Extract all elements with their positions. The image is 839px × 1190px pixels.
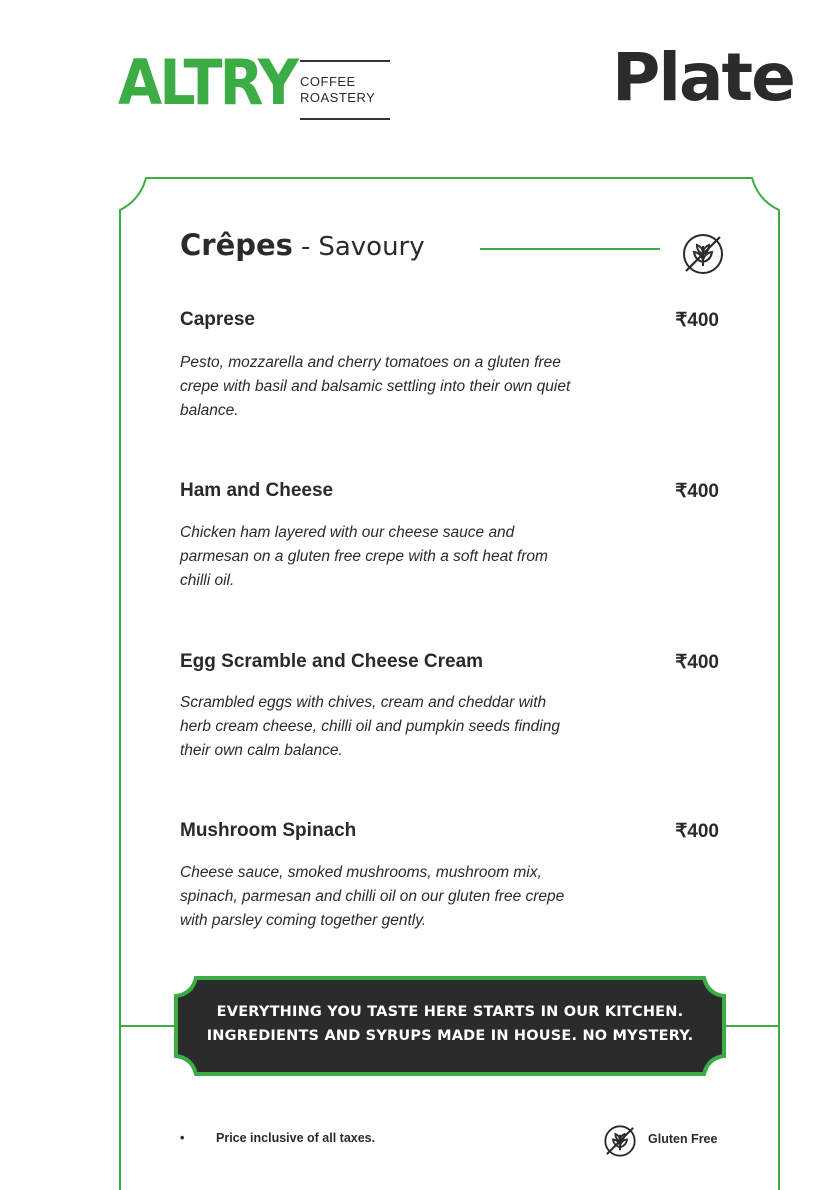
section-title-main: Crêpes xyxy=(180,228,293,262)
section-title-sub: Savoury xyxy=(318,232,425,262)
menu-item-name: Mushroom Spinach xyxy=(180,820,357,841)
menu-item-description: Pesto, mozzarella and cherry tomatoes on a gluten free crepe with basil and balsamic settling into their own quiet balance. xyxy=(180,354,571,419)
menu-item-description: Scrambled eggs with chives, cream and cheddar with herb cream cheese, chilli oil and pumpkin seeds finding their own calm balance. xyxy=(180,694,560,759)
price-note-text: Price inclusive of all taxes. xyxy=(216,1131,376,1145)
gluten-free-label: Gluten Free xyxy=(648,1132,718,1146)
banner-line-2: INGREDIENTS AND SYRUPS MADE IN HOUSE. NO MYSTERY. xyxy=(206,1028,694,1044)
altry-logo: ALTRY xyxy=(118,46,297,119)
menu-item-description: Chicken ham layered with our cheese sauce and parmesan on a gluten free crepe with a soft heat from chilli oil. xyxy=(180,524,548,589)
gluten-free-icon xyxy=(681,232,725,276)
section-title-separator: - xyxy=(300,232,311,262)
menu-item-price: ₹400 xyxy=(675,821,719,842)
menu-item-name: Caprese xyxy=(180,309,255,330)
menu-item-price: ₹400 xyxy=(675,481,719,502)
menu-item-description: Cheese sauce, smoked mushrooms, mushroom mix, spinach, parmesan and chilli oil on our gluten free crepe with parsley coming together gently. xyxy=(180,864,565,929)
price-note xyxy=(180,1131,375,1145)
menu-item-name: Egg Scramble and Cheese Cream xyxy=(180,651,484,672)
tagline-line-1: COFFEE xyxy=(300,74,356,89)
section-title xyxy=(180,228,425,262)
title-rule xyxy=(480,248,660,250)
gluten-free-legend-icon xyxy=(603,1124,637,1158)
menu-item-name: Ham and Cheese xyxy=(180,480,334,501)
banner-line-1: EVERYTHING YOU TASTE HERE STARTS IN OUR KITCHEN. xyxy=(216,1004,684,1020)
banner-message xyxy=(180,1000,720,1048)
page-title: Plate xyxy=(612,39,794,116)
bullet: • xyxy=(180,1131,185,1145)
menu-item-price: ₹400 xyxy=(675,310,719,331)
tagline-line-2: ROASTERY xyxy=(300,90,376,105)
menu-item-price: ₹400 xyxy=(675,652,719,673)
